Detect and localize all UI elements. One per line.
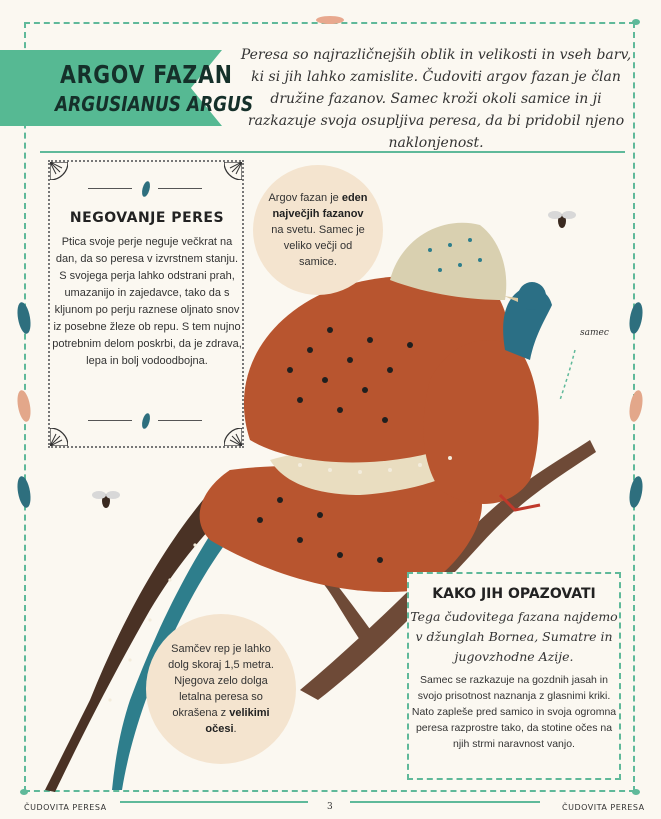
corner-ornament-icon — [224, 162, 242, 180]
fact-size-pre: Argov fazan je — [268, 192, 339, 204]
care-rule — [158, 420, 202, 421]
watch-text: Samec se razkazuje na gozdnih jasah in svojo prisotnost naznanja z glasnimi kriki. Nato zapleše pred samico in svoja ogromna peresa razprostre tako, da stotine očes na njih strmi naravnost vanjo. — [411, 674, 617, 750]
fact-size-circle — [253, 165, 383, 295]
footer-rule — [120, 801, 308, 803]
page-number: 3 — [327, 802, 333, 812]
care-rule — [88, 188, 132, 189]
care-rule — [158, 188, 202, 189]
care-title: NEGOVANJE PERES — [69, 210, 225, 226]
samec-label: samec — [580, 328, 609, 338]
watch-title: KAKO JIH OPAZOVATI — [432, 586, 596, 602]
fact-tail-bold: velikimi očesi — [205, 707, 270, 735]
feather-icon — [140, 180, 152, 198]
fact-size-bold: eden največjih fazanov — [272, 192, 368, 220]
corner-ornament-icon — [50, 428, 68, 446]
care-text: Ptica svoje perje neguje večkrat na dan, da so peresa v izvrstnem stanju. S svojega perja lahko odstrani prah, umazanijo in zajedavce, tako da s kljunom po perju raznese oljnato snov iz posebne žleze ob repu. S tem nujno potrebnim delom poskrbi, da je zdrava, lepa in bolj vodoodbojna. — [52, 236, 242, 367]
feather-icon — [140, 412, 152, 430]
fact-size-post: na svetu. Samec je veliko večji od samice. — [271, 224, 365, 268]
watch-intro: Tega čudovitega fazana najdemo v džunglah Bornea, Sumatre in jugovzhodne Azije. — [410, 609, 618, 664]
footer-right: ČUDOVITA PERESA — [562, 803, 645, 812]
corner-ornament-icon — [50, 162, 68, 180]
bug-icon — [546, 208, 578, 230]
fact-tail-circle — [146, 614, 296, 764]
intro-text: Peresa so najrazličnejših oblik in velikosti in vseh barv, ki si jih lahko zamislite. Čudoviti argov fazan je član družine fazanov. Samec kroži okoli samice in ji razkazuje svoja osupljiva peresa, da bi pridobil njeno naklonjenost. — [240, 47, 632, 151]
care-rule — [88, 420, 132, 421]
fact-tail-pre: Samčev rep je lahko dolg skoraj 1,5 metra. Njegova zelo dolga letalna peresa so okrašena z — [168, 643, 274, 719]
bug-icon — [90, 488, 122, 510]
latin-name: ARGUSIANUS ARGUS — [55, 92, 254, 116]
corner-ornament-icon — [224, 428, 242, 446]
fact-tail-post: . — [233, 723, 237, 735]
footer-left: ČUDOVITA PERESA — [24, 803, 107, 812]
footer-rule — [350, 801, 540, 803]
page-title: ARGOV FAZAN — [60, 60, 233, 89]
